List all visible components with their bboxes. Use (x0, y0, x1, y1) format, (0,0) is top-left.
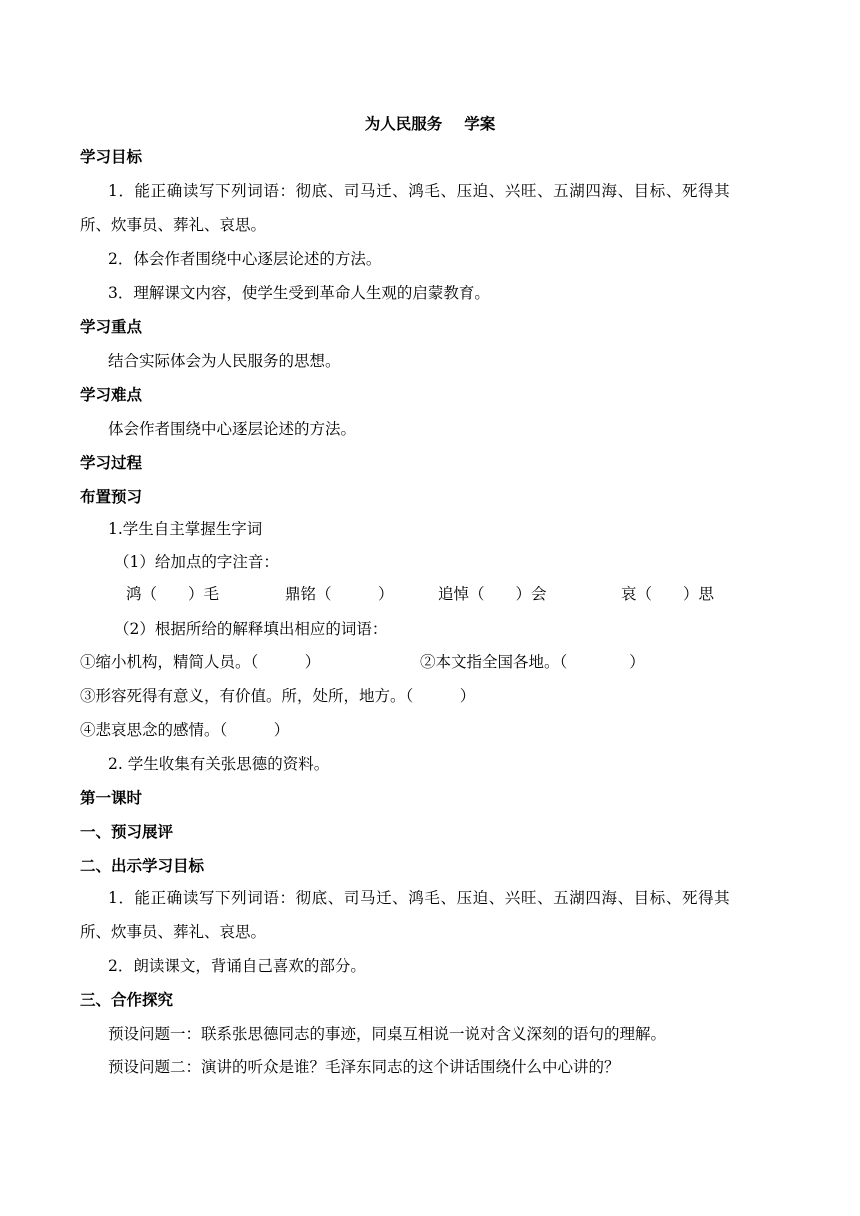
pinyin-item-dingming: 鼎铭（ ） (285, 585, 394, 603)
preview-heading: 布置预习 (80, 488, 143, 506)
pinyin-item-ai: 哀（ ）思 (621, 585, 715, 603)
question-1: 预设问题一：联系张思德同志的事迹，同桌互相说一说对含义深刻的语句的理解。 (108, 1025, 667, 1043)
goal-3: 3．理解课文内容，使学生受到革命人生观的启蒙教育。 (108, 284, 490, 302)
definition-1: ①缩小机构，精简人员。（ ） (80, 653, 321, 671)
page-title (0, 112, 860, 134)
definition-4: ④悲哀思念的感情。（ ） (80, 721, 290, 739)
pinyin-row (0, 583, 860, 605)
goals-heading: 学习目标 (80, 148, 143, 166)
definition-2: ②本文指全国各地。（ ） (420, 653, 645, 671)
pinyin-item-hong: 鸿（ ）毛 (126, 585, 220, 603)
key-text: 结合实际体会为人民服务的思想。 (108, 352, 341, 370)
key-heading: 学习重点 (80, 318, 143, 336)
goal-1-line-2: 所、炊事员、葬礼、哀思。 (80, 216, 267, 234)
definition-3: ③形容死得有意义，有价值。所，处所，地方。（ ） (80, 687, 476, 705)
preview-item-2: 2. 学生收集有关张思德的资料。 (108, 755, 330, 773)
title-suffix: 学案 (464, 115, 496, 133)
process-heading: 学习过程 (80, 454, 143, 472)
preview-item-1: 1.学生自主掌握生字词 (108, 520, 263, 538)
step-1-heading: 一、预习展评 (80, 823, 174, 841)
difficulty-heading: 学习难点 (80, 386, 143, 404)
question-2: 预设问题二：演讲的听众是谁？毛泽东同志的这个讲话围绕什么中心讲的？ (108, 1058, 620, 1076)
step-2-goal-1-line-2: 所、炊事员、葬礼、哀思。 (80, 923, 267, 941)
step-2-goal-2: 2．朗读课文，背诵自己喜欢的部分。 (108, 957, 366, 975)
lesson-1-heading: 第一课时 (80, 789, 143, 807)
difficulty-text: 体会作者围绕中心逐层论述的方法。 (108, 420, 357, 438)
pinyin-item-zhuidao: 追悼（ ）会 (438, 585, 547, 603)
title-main: 为人民服务 (364, 115, 443, 133)
step-2-goal-1-line-1: 1．能正确读写下列词语：彻底、司马迁、鸿毛、压迫、兴旺、五湖四海、目标、死得其 (108, 889, 731, 907)
goal-2: 2．体会作者围绕中心逐层论述的方法。 (108, 250, 382, 268)
pinyin-question: （1）给加点的字注音： (114, 553, 279, 571)
define-question: （2）根据所给的解释填出相应的词语： (114, 620, 388, 638)
step-3-heading: 三、合作探究 (80, 991, 174, 1009)
goal-1-line-1: 1．能正确读写下列词语：彻底、司马迁、鸿毛、压迫、兴旺、五湖四海、目标、死得其 (108, 182, 731, 200)
step-2-heading: 二、出示学习目标 (80, 857, 205, 875)
